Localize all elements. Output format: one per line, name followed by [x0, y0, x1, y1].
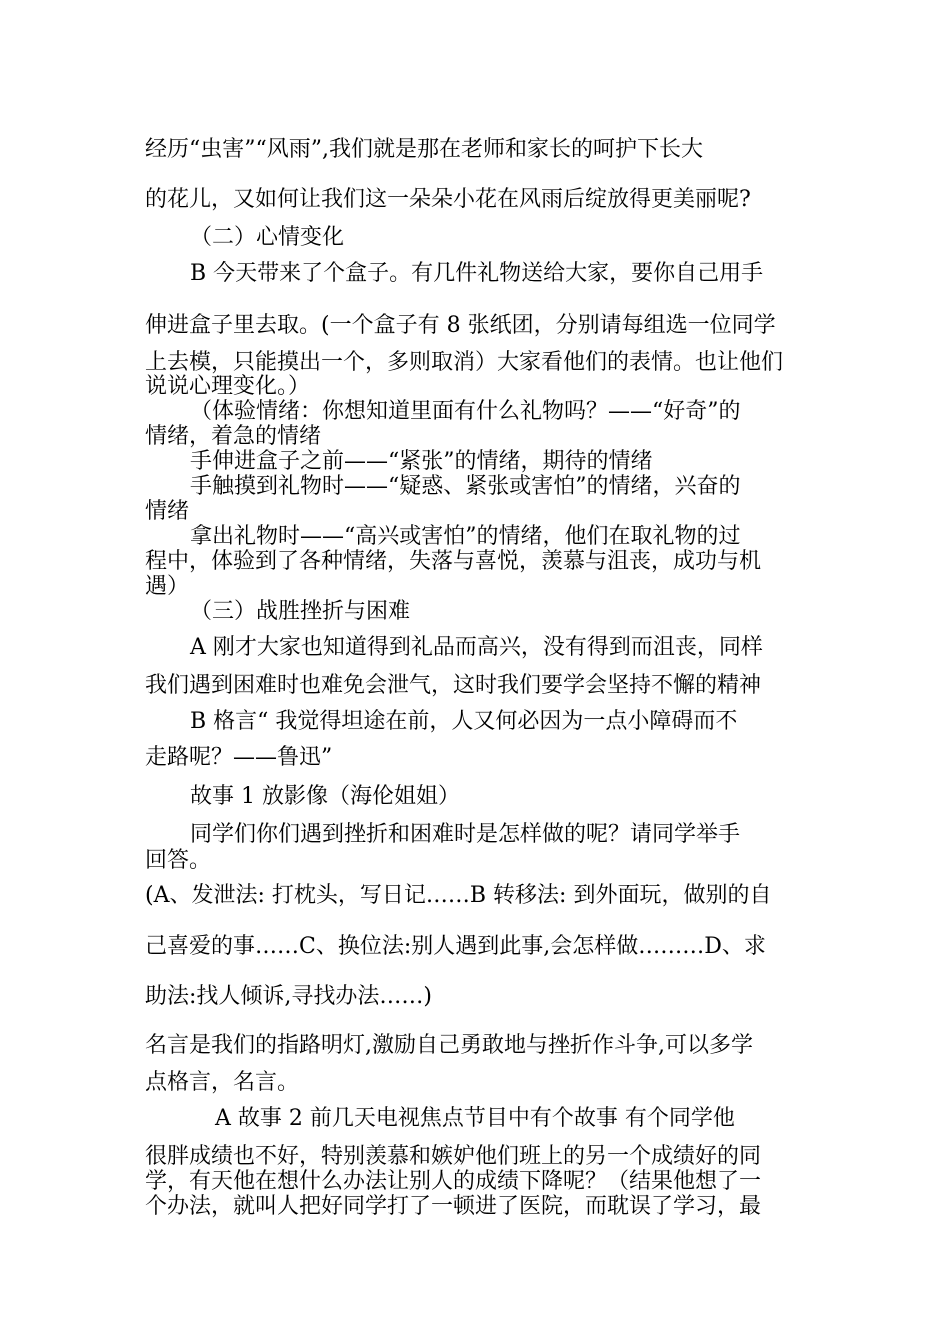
- paragraph-line: A 刚才大家也知道得到礼品而高兴，没有得到而沮丧，同样: [190, 635, 763, 660]
- paragraph-line: 遇）: [145, 574, 190, 599]
- paragraph-line: (A、发泄法: 打枕头，写日记……B 转移法: 到外面玩，做别的自: [145, 883, 772, 908]
- paragraph-line: 说说心理变化。）: [145, 374, 311, 399]
- paragraph-line: 拿出礼物时——“高兴或害怕”的情绪，他们在取礼物的过: [190, 524, 741, 549]
- paragraph-line: 学，有天他在想什么办法让别人的成绩下降呢？（结果他想了一: [145, 1169, 762, 1194]
- paragraph-line: 情绪: [145, 499, 190, 524]
- paragraph-line: 名言是我们的指路明灯,激励自己勇敢地与挫折作斗争,可以多学: [145, 1033, 753, 1058]
- paragraph-line: 很胖成绩也不好，特别羡慕和嫉妒他们班上的另一个成绩好的同: [145, 1144, 762, 1169]
- paragraph-line: 点格言，名言。: [145, 1070, 300, 1095]
- paragraph-line: 情绪，着急的情绪: [145, 424, 322, 449]
- paragraph-line: 故事 1 放影像（海伦姐姐）: [190, 784, 460, 809]
- paragraph-line: 回答。: [145, 848, 212, 873]
- paragraph-line: B 格言“ 我觉得坦途在前，人又何必因为一点小障碍而不: [190, 709, 738, 734]
- paragraph-line: （体验情绪：你想知道里面有什么礼物吗？——“好奇”的: [190, 399, 741, 424]
- paragraph-line: 我们遇到困难时也难免会泄气，这时我们要学会坚持不懈的精神: [145, 673, 762, 698]
- paragraph-line: 走路呢？——鲁迅”: [145, 745, 333, 770]
- paragraph-line: A 故事 2 前几天电视焦点节目中有个故事 有个同学他: [215, 1106, 735, 1131]
- section-heading: （二）心情变化: [190, 225, 345, 250]
- paragraph-line: 同学们你们遇到挫折和困难时是怎样做的呢？请同学举手: [190, 822, 741, 847]
- paragraph-line: 程中，体验到了各种情绪，失落与喜悦，羡慕与沮丧，成功与机: [145, 549, 762, 574]
- section-heading: （三）战胜挫折与困难: [190, 599, 411, 624]
- paragraph-line: 的花儿，又如何让我们这一朵朵小花在风雨后绽放得更美丽呢?: [145, 187, 751, 212]
- paragraph-line: 经历“虫害”“风雨”,我们就是那在老师和家长的呵护下长大: [145, 137, 703, 162]
- paragraph-line: 己喜爱的事……C、换位法:别人遇到此事,会怎样做………D、求: [145, 934, 766, 959]
- paragraph-line: 手伸进盒子之前——“紧张”的情绪，期待的情绪: [190, 449, 653, 474]
- paragraph-line: 伸进盒子里去取。(一个盒子有 8 张纸团，分别请每组选一位同学: [145, 313, 776, 338]
- paragraph-line: 个办法，就叫人把好同学打了一顿进了医院，而耽误了学习，最: [145, 1194, 762, 1219]
- paragraph-line: 助法:找人倾诉,寻找办法……): [145, 984, 432, 1009]
- paragraph-line: 手触摸到礼物时——“疑惑、紧张或害怕”的情绪，兴奋的: [190, 474, 741, 499]
- paragraph-line: B 今天带来了个盒子。有几件礼物送给大家，要你自己用手: [190, 261, 764, 286]
- paragraph-line: 上去模，只能摸出一个，多则取消）大家看他们的表情。也让他们: [145, 350, 784, 375]
